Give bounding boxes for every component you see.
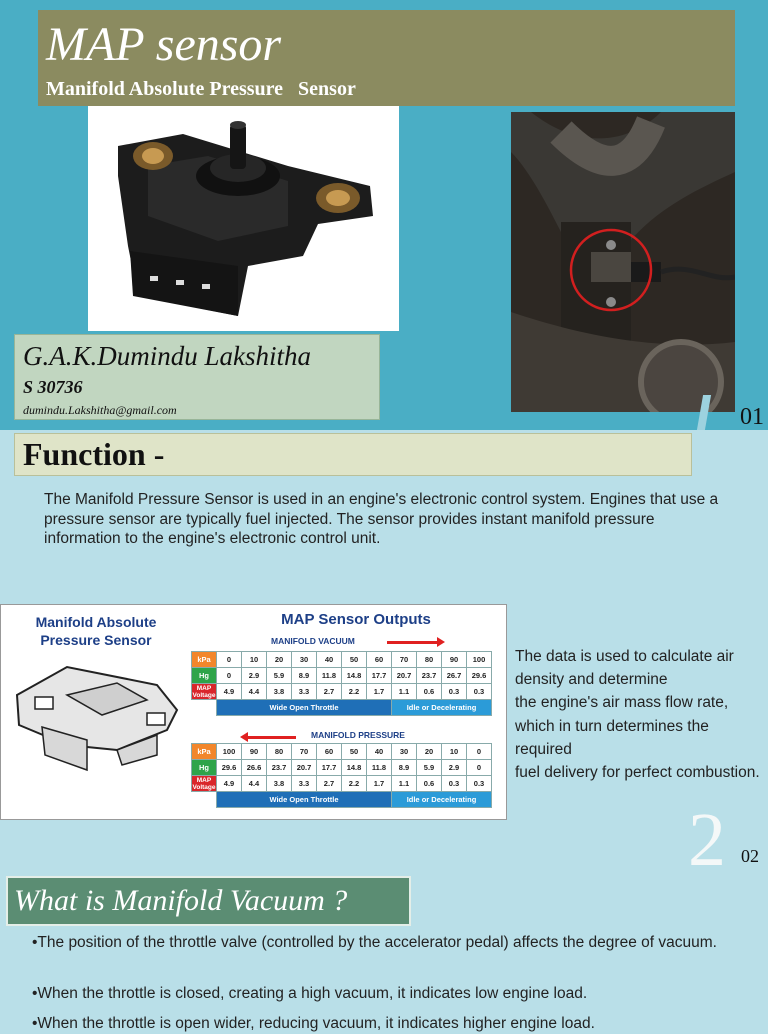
table-cell: 0 xyxy=(467,760,492,776)
idle-decelerating-bar: Idle or Decelerating xyxy=(392,700,492,716)
page-subtitle: Manifold Absolute Pressure Sensor xyxy=(46,78,356,100)
table-cell: 30 xyxy=(392,744,417,760)
table-cell: 50 xyxy=(342,652,367,668)
author-id: S 30736 xyxy=(23,377,83,397)
table-cell: 20.7 xyxy=(392,668,417,684)
table-cell: 10 xyxy=(442,744,467,760)
table-cell: 23.7 xyxy=(417,668,442,684)
author-name: G.A.K.Dumindu Lakshitha xyxy=(23,341,312,371)
idle-decelerating-bar: Idle or Decelerating xyxy=(392,792,492,808)
table-cell: 14.8 xyxy=(342,668,367,684)
table-cell: 4.4 xyxy=(242,776,267,792)
figure-right-heading: MAP Sensor Outputs xyxy=(281,611,431,628)
engine-bay-illustration xyxy=(511,112,735,412)
table-cell: 80 xyxy=(417,652,442,668)
table-cell: 2.9 xyxy=(442,760,467,776)
table-cell: 20.7 xyxy=(292,760,317,776)
table-cell: 17.7 xyxy=(367,668,392,684)
function-text: The Manifold Pressure Sensor is used in an engine's electronic control system. Engines that use a pressure sensor are typically fuel injected. The sensor provides instant manifold pressure information to the engine's electronic control unit. xyxy=(44,491,719,547)
table-cell: 0.3 xyxy=(467,684,492,700)
voltage-label: Voltage xyxy=(192,691,216,699)
table-cell: 2.9 xyxy=(242,668,267,684)
author-email: dumindu.Lakshitha@gmail.com xyxy=(23,403,177,417)
table-cell: 90 xyxy=(242,744,267,760)
table-cell: 5.9 xyxy=(267,668,292,684)
function-heading: Function - xyxy=(23,436,165,472)
table-cell: 70 xyxy=(292,744,317,760)
bullet-item: •When the throttle is closed, creating a high vacuum, it indicates low engine load. xyxy=(32,985,588,1002)
table-cell: 70 xyxy=(392,652,417,668)
table-cell: 1.7 xyxy=(367,684,392,700)
table-cell: 1.1 xyxy=(392,684,417,700)
table-cell: 8.9 xyxy=(292,668,317,684)
table-cell: 2.7 xyxy=(317,684,342,700)
table-cell: 90 xyxy=(442,652,467,668)
kpa-label: kPa xyxy=(192,652,217,668)
page-title: MAP sensor xyxy=(46,18,282,71)
table-cell: 0.3 xyxy=(442,776,467,792)
arrow-right-icon xyxy=(387,641,439,644)
function-heading-box xyxy=(14,433,692,476)
table-cell: 23.7 xyxy=(267,760,292,776)
voltage-label: Voltage xyxy=(192,783,216,791)
page-number: 01 xyxy=(740,404,764,430)
pressure-table xyxy=(191,743,492,808)
table-cell: 1.7 xyxy=(367,776,392,792)
table-cell: 2.2 xyxy=(342,684,367,700)
wide-open-throttle-bar: Wide Open Throttle xyxy=(217,700,392,716)
vacuum-heading-box xyxy=(6,876,411,926)
map-voltage-label xyxy=(192,776,217,792)
bullet-item: •When the throttle is open wider, reducing vacuum, it indicates higher engine load. xyxy=(32,1015,595,1032)
table-cell: 3.8 xyxy=(267,776,292,792)
map-sensor-drawing xyxy=(7,655,187,775)
data-usage-line-3: fuel delivery for perfect combustion. xyxy=(515,764,760,782)
arrow-left-icon xyxy=(246,736,296,739)
table-cell: 3.3 xyxy=(292,684,317,700)
table-cell: 17.7 xyxy=(317,760,342,776)
table-cell: 14.8 xyxy=(342,760,367,776)
map-sensor-outputs-figure xyxy=(0,604,507,820)
vacuum-table xyxy=(191,651,492,716)
title-slide xyxy=(0,0,768,430)
table-cell: 1.1 xyxy=(392,776,417,792)
table-cell: 11.8 xyxy=(317,668,342,684)
data-usage-line-2: the engine's air mass flow rate, which in turn determines the required xyxy=(515,694,729,758)
table-cell: 60 xyxy=(367,652,392,668)
kpa-label: kPa xyxy=(192,744,217,760)
title-banner xyxy=(38,10,735,106)
map-label: MAP xyxy=(196,684,212,692)
manifold-vacuum-label: MANIFOLD VACUUM xyxy=(271,636,355,646)
bullet-item: •The position of the throttle valve (controlled by the accelerator pedal) affects the degree of vacuum. xyxy=(32,934,717,951)
map-voltage-label xyxy=(192,684,217,700)
author-card xyxy=(14,334,380,420)
table-cell: 11.8 xyxy=(367,760,392,776)
table-cell: 0.3 xyxy=(442,684,467,700)
table-cell: 2.2 xyxy=(342,776,367,792)
table-cell: 10 xyxy=(242,652,267,668)
table-cell: 60 xyxy=(317,744,342,760)
table-cell: 40 xyxy=(367,744,392,760)
data-usage-text xyxy=(515,645,765,784)
table-cell: 29.6 xyxy=(467,668,492,684)
figure-left-heading: Manifold Absolute Pressure Sensor xyxy=(35,614,157,648)
engine-bay-photo xyxy=(511,112,735,412)
map-sensor-photo xyxy=(88,106,399,331)
table-cell: 26.7 xyxy=(442,668,467,684)
table-cell: 4.4 xyxy=(242,684,267,700)
table-cell: 0 xyxy=(467,744,492,760)
table-cell: 4.9 xyxy=(217,684,242,700)
table-cell: 100 xyxy=(467,652,492,668)
table-cell: 80 xyxy=(267,744,292,760)
table-cell: 0.6 xyxy=(417,776,442,792)
table-cell: 100 xyxy=(217,744,242,760)
table-cell: 5.9 xyxy=(417,760,442,776)
page-number: 02 xyxy=(741,846,759,866)
table-cell: 0 xyxy=(217,652,242,668)
table-cell: 0 xyxy=(217,668,242,684)
table-cell: 0.3 xyxy=(467,776,492,792)
wide-open-throttle-bar: Wide Open Throttle xyxy=(217,792,392,808)
slide-big-number: 2 xyxy=(688,798,726,882)
table-cell: 40 xyxy=(317,652,342,668)
table-cell: 29.6 xyxy=(217,760,242,776)
map-sensor-illustration xyxy=(88,106,399,331)
table-cell: 3.3 xyxy=(292,776,317,792)
map-label: MAP xyxy=(196,776,212,784)
table-cell: 4.9 xyxy=(217,776,242,792)
table-cell: 8.9 xyxy=(392,760,417,776)
table-cell: 2.7 xyxy=(317,776,342,792)
table-cell: 30 xyxy=(292,652,317,668)
table-cell: 3.8 xyxy=(267,684,292,700)
hg-label: Hg xyxy=(192,668,217,684)
table-cell: 50 xyxy=(342,744,367,760)
table-cell: 0.6 xyxy=(417,684,442,700)
manifold-pressure-label: MANIFOLD PRESSURE xyxy=(311,730,405,740)
table-cell: 20 xyxy=(267,652,292,668)
table-cell: 26.6 xyxy=(242,760,267,776)
vacuum-heading: What is Manifold Vacuum ? xyxy=(14,884,348,917)
hg-label: Hg xyxy=(192,760,217,776)
data-usage-line-1: The data is used to calculate air density and determine xyxy=(515,648,734,689)
table-cell: 20 xyxy=(417,744,442,760)
